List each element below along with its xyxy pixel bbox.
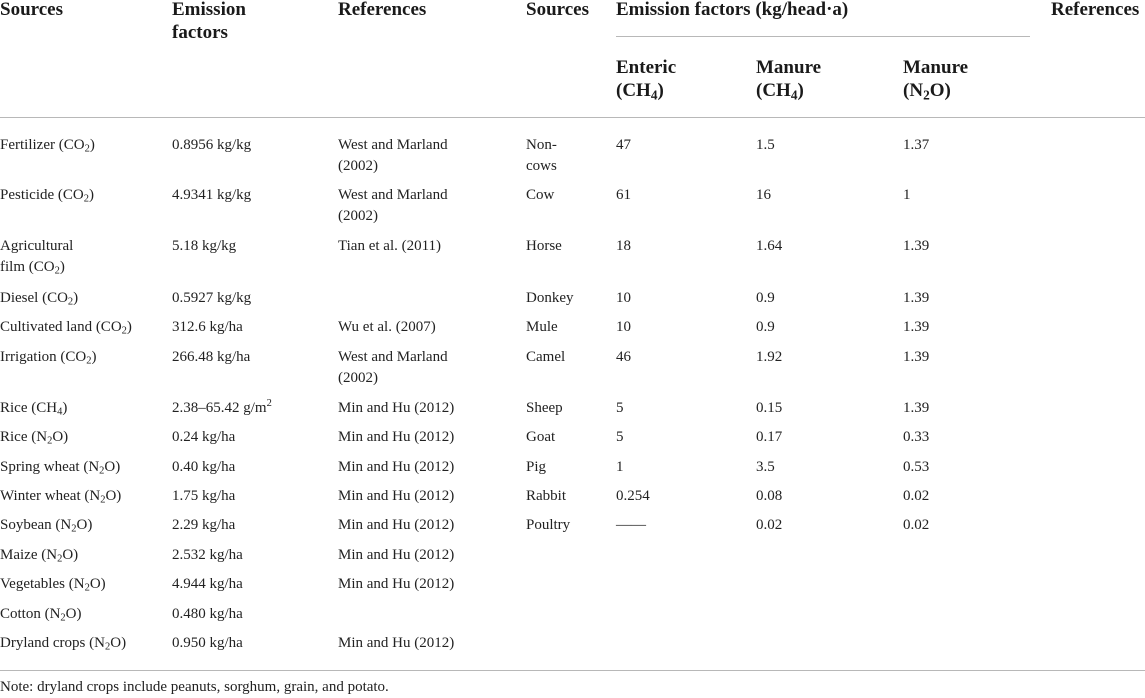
left-cell-source xyxy=(0,574,106,595)
right-cell-manure-ch4: 1.92 xyxy=(756,349,783,365)
left-source-tail: ) xyxy=(126,319,132,335)
left-source-sub: 4 xyxy=(57,406,63,418)
left-source-tail: ) xyxy=(89,187,94,203)
right-cell-manure-n2o: 0.02 xyxy=(903,517,930,533)
left-source-text: Winter wheat (N xyxy=(0,488,101,504)
left-source-sub: 2 xyxy=(99,465,105,477)
right-cell-manure-ch4: 0.08 xyxy=(756,488,783,504)
left-source-tail: ) xyxy=(89,137,95,153)
left-source-text: Rice (CH xyxy=(0,400,58,416)
header-manure-ch4-gas-post: ) xyxy=(797,80,804,101)
left-source-tail: ) xyxy=(59,259,65,275)
right-cell-source: Horse xyxy=(526,238,562,254)
header-enteric-gas-pre: (CH xyxy=(616,80,651,101)
header-references-right: References xyxy=(1051,0,1140,20)
right-cell-enteric: 10 xyxy=(616,290,631,306)
right-cell-enteric: 10 xyxy=(616,319,631,335)
left-source-sub: 2 xyxy=(121,325,127,337)
header-emission-factors-group: Emission factors (kg/head·a) xyxy=(616,0,849,20)
left-source-text: Maize (N xyxy=(0,547,58,563)
left-cell-factor: 5.18 kg/kg xyxy=(172,238,237,254)
right-cell-manure-ch4: 1.64 xyxy=(756,238,783,254)
right-cell-manure-n2o: 1.39 xyxy=(903,319,930,335)
header-manure-ch4-gas-pre: (CH xyxy=(756,80,791,101)
right-cell-source: Donkey xyxy=(526,290,574,306)
header-manure-ch4 xyxy=(756,56,821,102)
left-cell-factor: 0.950 kg/ha xyxy=(172,635,243,651)
left-factor-sup: 2 xyxy=(266,398,272,410)
left-cell-source xyxy=(0,185,94,206)
left-source-sub: 2 xyxy=(54,265,60,277)
left-cell-reference: Min and Hu (2012) xyxy=(338,576,455,592)
table-note: Note: dryland crops include peanuts, sorghum, grain, and potato. xyxy=(0,679,389,695)
right-cell-manure-n2o: 1.37 xyxy=(903,137,930,153)
left-cell-source xyxy=(0,486,121,507)
right-cell-enteric: 61 xyxy=(616,187,631,203)
header-manure-ch4-label: Manure xyxy=(756,57,822,78)
left-source-tail: O) xyxy=(62,547,79,563)
right-cell-manure-n2o: 1 xyxy=(903,187,911,203)
left-cell-source xyxy=(0,236,100,278)
right-cell-manure-ch4: 0.9 xyxy=(756,290,775,306)
header-enteric xyxy=(616,56,676,102)
left-cell-reference: Min and Hu (2012) xyxy=(338,400,455,416)
left-factor-text: 2.38–65.42 g/m xyxy=(172,400,267,416)
header-sources-left: Sources xyxy=(0,0,63,20)
left-source-tail: ) xyxy=(91,349,97,365)
left-source-sub: 2 xyxy=(86,355,92,367)
left-source-sub: 2 xyxy=(57,553,63,565)
left-cell-factor: 4.944 kg/ha xyxy=(172,576,243,592)
right-cell-source: Sheep xyxy=(526,400,563,416)
left-source-tail: O) xyxy=(65,606,82,622)
left-cell-source xyxy=(0,515,92,536)
right-cell-manure-ch4: 0.17 xyxy=(756,429,783,445)
header-bottom-rule xyxy=(0,117,1145,118)
left-source-tail: O) xyxy=(104,459,121,475)
left-source-text: Soybean (N xyxy=(0,517,72,533)
right-cell-enteric: —— xyxy=(616,517,646,533)
right-cell-manure-ch4: 3.5 xyxy=(756,459,775,475)
header-manure-n2o-label: Manure xyxy=(903,57,969,78)
header-manure-n2o xyxy=(903,56,968,102)
left-cell-factor: 312.6 kg/ha xyxy=(172,319,243,335)
left-cell-source xyxy=(0,398,67,419)
right-cell-enteric: 5 xyxy=(616,429,624,445)
left-source-text: Fertilizer (CO xyxy=(0,137,85,153)
right-cell-enteric: 18 xyxy=(616,238,631,254)
left-source-sub: 2 xyxy=(83,193,89,205)
left-source-sub: 2 xyxy=(60,612,66,624)
right-cell-enteric: 46 xyxy=(616,349,631,365)
left-source-text: Agricultural film (CO xyxy=(0,238,74,275)
left-cell-factor: 1.75 kg/ha xyxy=(172,488,236,504)
left-cell-reference: Min and Hu (2012) xyxy=(338,547,455,563)
left-source-sub: 2 xyxy=(100,494,106,506)
left-cell-reference: Min and Hu (2012) xyxy=(338,635,455,651)
right-cell-manure-n2o: 1.39 xyxy=(903,349,930,365)
right-cell-source: Pig xyxy=(526,459,547,475)
right-cell-manure-n2o: 0.02 xyxy=(903,488,930,504)
right-cell-source: Rabbit xyxy=(526,488,566,504)
table-bottom-rule xyxy=(0,670,1145,671)
header-enteric-label: Enteric xyxy=(616,57,677,78)
left-source-text: Irrigation (CO xyxy=(0,349,87,365)
right-cell-manure-ch4: 0.02 xyxy=(756,517,783,533)
left-cell-factor: 0.40 kg/ha xyxy=(172,459,236,475)
left-source-tail: O) xyxy=(105,488,122,504)
left-cell-factor: 0.480 kg/ha xyxy=(172,606,243,622)
left-cell-source xyxy=(0,317,132,338)
right-cell-manure-n2o: 1.39 xyxy=(903,238,930,254)
header-enteric-gas-post: ) xyxy=(657,80,664,101)
right-cell-source: Poultry xyxy=(526,517,571,533)
header-enteric-gas-sub: 4 xyxy=(650,87,658,103)
header-references-left: References xyxy=(338,0,427,20)
right-cell-manure-ch4: 0.15 xyxy=(756,400,783,416)
left-cell-factor: 0.8956 kg/kg xyxy=(172,137,252,153)
left-cell-factor: 0.24 kg/ha xyxy=(172,429,236,445)
left-cell-reference: Min and Hu (2012) xyxy=(338,488,455,504)
left-source-sub: 2 xyxy=(84,143,90,155)
header-manure-n2o-gas-post: O) xyxy=(929,80,951,101)
left-cell-factor: 0.5927 kg/kg xyxy=(172,290,252,306)
left-cell-reference: West and Marland (2002) xyxy=(338,137,448,174)
right-cell-source: Mule xyxy=(526,319,558,335)
right-cell-manure-n2o: 0.53 xyxy=(903,459,930,475)
left-cell-reference: Min and Hu (2012) xyxy=(338,429,455,445)
left-source-tail: O) xyxy=(110,635,127,651)
header-sources-right: Sources xyxy=(526,0,589,20)
left-source-text: Diesel (CO xyxy=(0,290,68,306)
right-cell-manure-ch4: 1.5 xyxy=(756,137,775,153)
left-cell-reference: Wu et al. (2007) xyxy=(338,319,436,335)
header-enteric-gas xyxy=(616,79,676,102)
right-cell-enteric: 5 xyxy=(616,400,624,416)
header-group-rule xyxy=(616,36,1030,37)
header-manure-n2o-gas-pre: (N xyxy=(903,80,924,101)
left-source-tail: O) xyxy=(76,517,93,533)
left-cell-reference: Min and Hu (2012) xyxy=(338,517,455,533)
right-cell-source: Goat xyxy=(526,429,556,445)
right-cell-enteric: 47 xyxy=(616,137,631,153)
left-cell-source xyxy=(0,427,68,448)
left-source-sub: 2 xyxy=(71,523,77,535)
left-cell-reference: West and Marland (2002) xyxy=(338,187,448,224)
left-cell-source xyxy=(0,288,78,309)
left-source-text: Pesticide (CO xyxy=(0,187,84,203)
header-manure-n2o-gas xyxy=(903,79,968,102)
left-cell-factor: 266.48 kg/ha xyxy=(172,349,251,365)
left-source-text: Dryland crops (N xyxy=(0,635,105,651)
right-cell-manure-n2o: 0.33 xyxy=(903,429,930,445)
left-source-sub: 2 xyxy=(84,582,90,594)
left-source-text: Vegetables (N xyxy=(0,576,85,592)
left-cell-factor xyxy=(172,398,272,419)
right-cell-source: Cow xyxy=(526,187,555,203)
right-cell-manure-n2o: 1.39 xyxy=(903,290,930,306)
left-cell-reference: West and Marland (2002) xyxy=(338,349,448,386)
header-emission-factors-left: Emission factors xyxy=(172,0,246,43)
left-source-text: Cultivated land (CO xyxy=(0,319,122,335)
left-cell-source xyxy=(0,545,78,566)
left-cell-reference: Min and Hu (2012) xyxy=(338,459,455,475)
right-cell-source: Non-cows xyxy=(526,137,557,174)
left-source-sub: 2 xyxy=(67,296,74,308)
left-cell-source xyxy=(0,457,120,478)
right-cell-source: Camel xyxy=(526,349,566,365)
left-cell-factor: 2.532 kg/ha xyxy=(172,547,243,563)
left-source-text: Rice (N xyxy=(0,429,48,445)
left-cell-source xyxy=(0,604,82,625)
left-source-tail: O) xyxy=(52,429,69,445)
left-source-tail: ) xyxy=(73,290,79,306)
left-source-text: Spring wheat (N xyxy=(0,459,100,475)
left-source-sub: 2 xyxy=(104,641,111,653)
left-cell-source xyxy=(0,633,126,654)
left-source-tail: O) xyxy=(89,576,106,592)
right-cell-manure-n2o: 1.39 xyxy=(903,400,930,416)
header-manure-n2o-gas-sub: 2 xyxy=(923,87,930,103)
left-cell-source xyxy=(0,135,95,156)
left-source-sub: 2 xyxy=(47,435,53,447)
header-manure-ch4-gas-sub: 4 xyxy=(790,87,798,103)
left-cell-factor: 4.9341 kg/kg xyxy=(172,187,252,203)
right-cell-manure-ch4: 16 xyxy=(756,187,771,203)
header-manure-ch4-gas xyxy=(756,79,821,102)
right-cell-enteric: 0.254 xyxy=(616,488,650,504)
left-cell-reference: Tian et al. (2011) xyxy=(338,238,442,254)
left-cell-factor: 2.29 kg/ha xyxy=(172,517,236,533)
left-source-tail: ) xyxy=(62,400,68,416)
right-cell-enteric: 1 xyxy=(616,459,624,475)
right-cell-manure-ch4: 0.9 xyxy=(756,319,775,335)
left-cell-source xyxy=(0,347,96,368)
left-source-text: Cotton (N xyxy=(0,606,61,622)
